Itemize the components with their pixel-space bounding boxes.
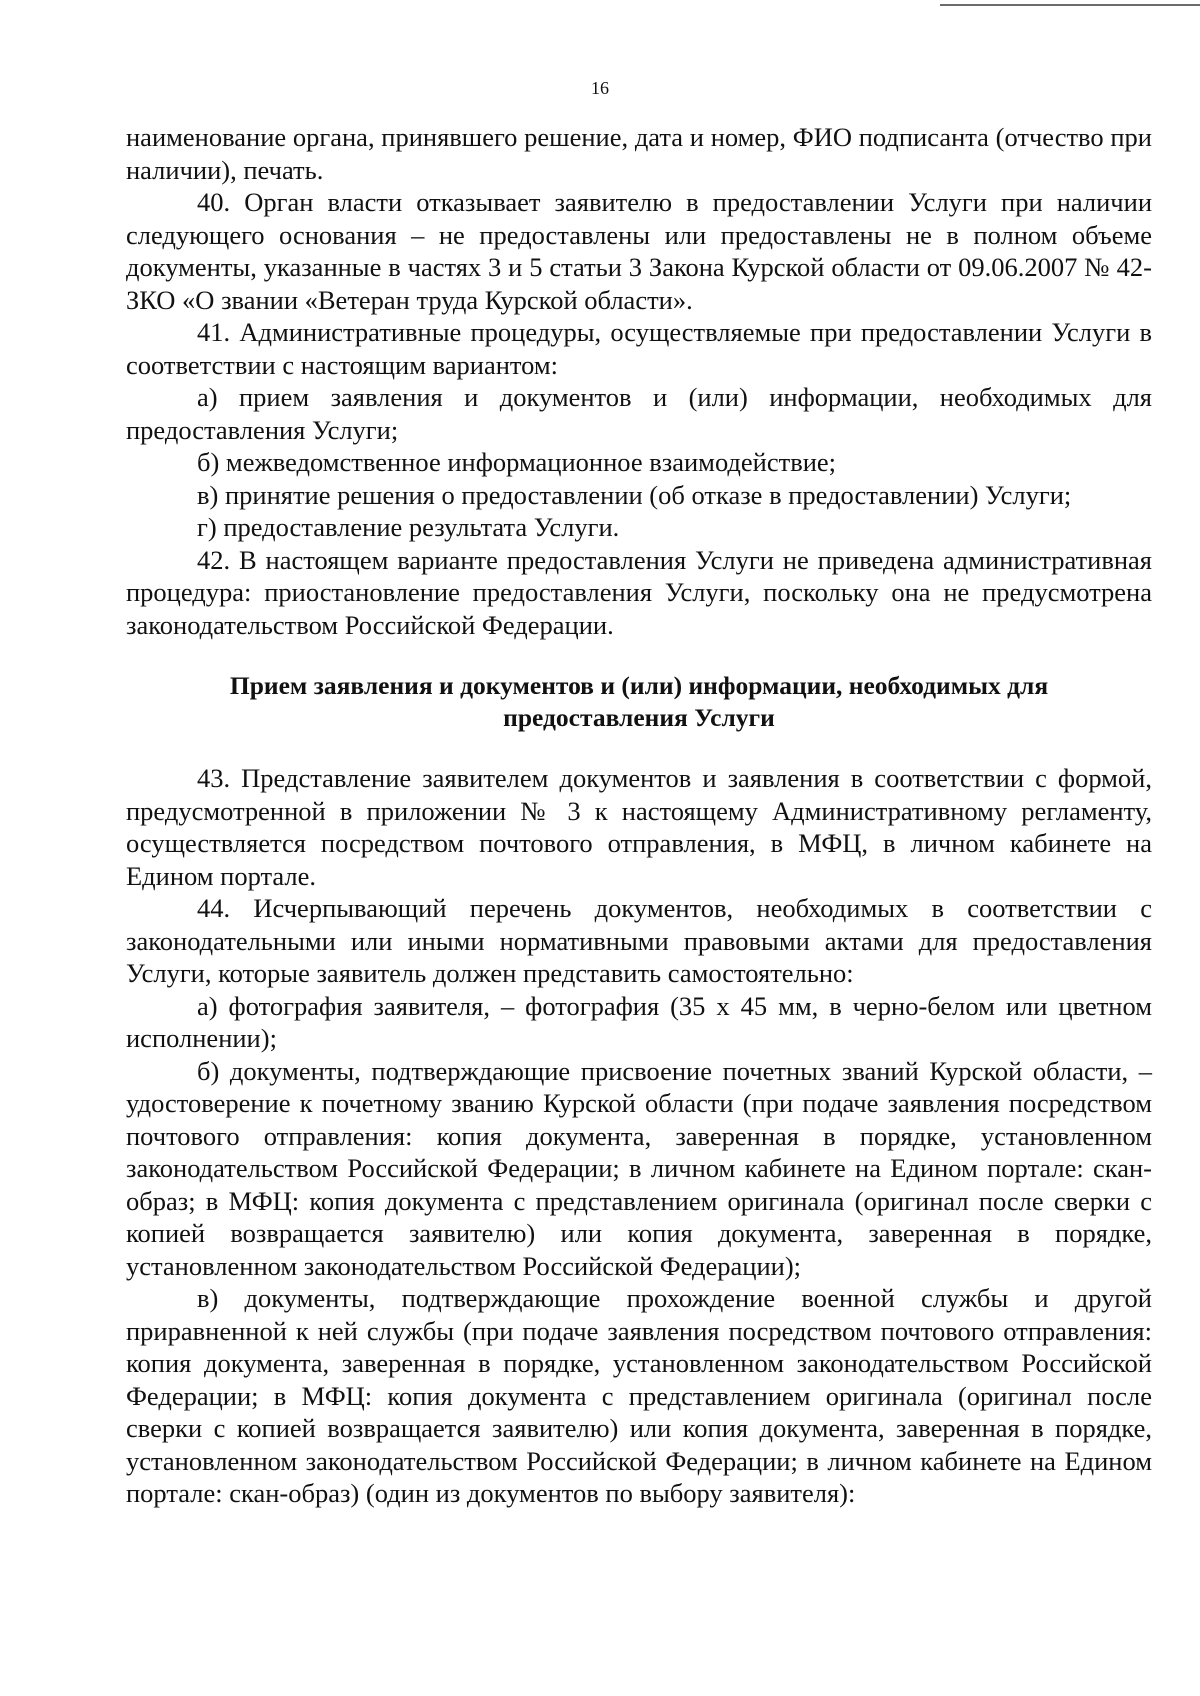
section-heading-line-1: Прием заявления и документов и (или) информации, необходимых для xyxy=(229,671,1049,700)
paragraph-43: 43. Представление заявителем документов и заявления в соответствии с формой, предусмотренной в приложении № 3 к настоящему Административному регламенту, осуществляется посредством почтового отправления, в МФЦ, в личном кабинете на Едином портале. xyxy=(126,763,1152,891)
paragraph-41: 41. Административные процедуры, осуществляемые при предоставлении Услуги в соответствии с настоящим вариантом: xyxy=(126,317,1152,380)
list-item-41d: г) предоставление результата Услуги. xyxy=(197,512,620,542)
paragraph-signatory-details: наименование органа, принявшего решение, дата и номер, ФИО подписанта (отчество при наличии), печать. xyxy=(126,122,1152,185)
paragraph-42: 42. В настоящем варианте предоставления Услуги не приведена административная процедура: приостановление предоставления Услуги, поскольку она не предусмотрена законодательством Российской Федерации. xyxy=(126,544,1152,640)
document-body xyxy=(126,121,1152,1510)
list-item-41a: а) прием заявления и документов и (или) информации, необходимых для предоставления Услуги; xyxy=(126,382,1152,445)
list-item-41b: б) межведомственное информационное взаимодействие; xyxy=(197,447,837,477)
section-heading-line-2: предоставления Услуги xyxy=(503,703,775,732)
list-item-41c: в) принятие решения о предоставлении (об отказе в предоставлении) Услуги; xyxy=(197,479,1072,510)
paragraph-44: 44. Исчерпывающий перечень документов, необходимых в соответствии с законодательными или иными нормативными правовыми актами для предоставления Услуги, которые заявитель должен представить самостоятельно: xyxy=(126,893,1152,988)
section-heading xyxy=(126,670,1152,734)
list-item-44a: а) фотография заявителя, – фотография (35 x 45 мм, в черно-белом или цветном исполнении); xyxy=(126,990,1152,1053)
paragraph-40: 40. Орган власти отказывает заявителю в предоставлении Услуги при наличии следующего основания – не предоставлены или предоставлены не в полном объеме документы, указанные в частях 3 и 5 статьи 3 Закона Курской области от 09.06.2007 № 42-ЗКО «О звании «Ветеран труда Курской области». xyxy=(126,187,1152,315)
list-item-44c: в) документы, подтверждающие прохождение военной службы и другой приравненной к ней службы (при подаче заявления посредством почтового отправления: копия документа, заверенная в порядке, установленном законодательством Российской Федерации; в МФЦ: копия документа с представлением оригинала (оригинал после сверки с копией возвращается заявителю) или копия документа, заверенная в порядке, установленном законодательством Российской Федерации; в личном кабинете на Едином портале: скан-образ) (один из документов по выбору заявителя): xyxy=(126,1283,1152,1508)
page-number: 16 xyxy=(591,78,609,98)
list-item-44b: б) документы, подтверждающие присвоение почетных званий Курской области, – удостоверение к почетному званию Курской области (при подаче заявления посредством почтового отправления: копия документа, заверенная в порядке, установленном законодательством Российской Федерации; в личном кабинете на Едином портале: скан-образ; в МФЦ: копия документа с представлением оригинала (оригинал после сверки с копией возвращается заявителю) или копия документа, заверенная в порядке, установленном законодательством Российской Федерации); xyxy=(126,1055,1152,1281)
scan-edge-line xyxy=(940,4,1200,6)
